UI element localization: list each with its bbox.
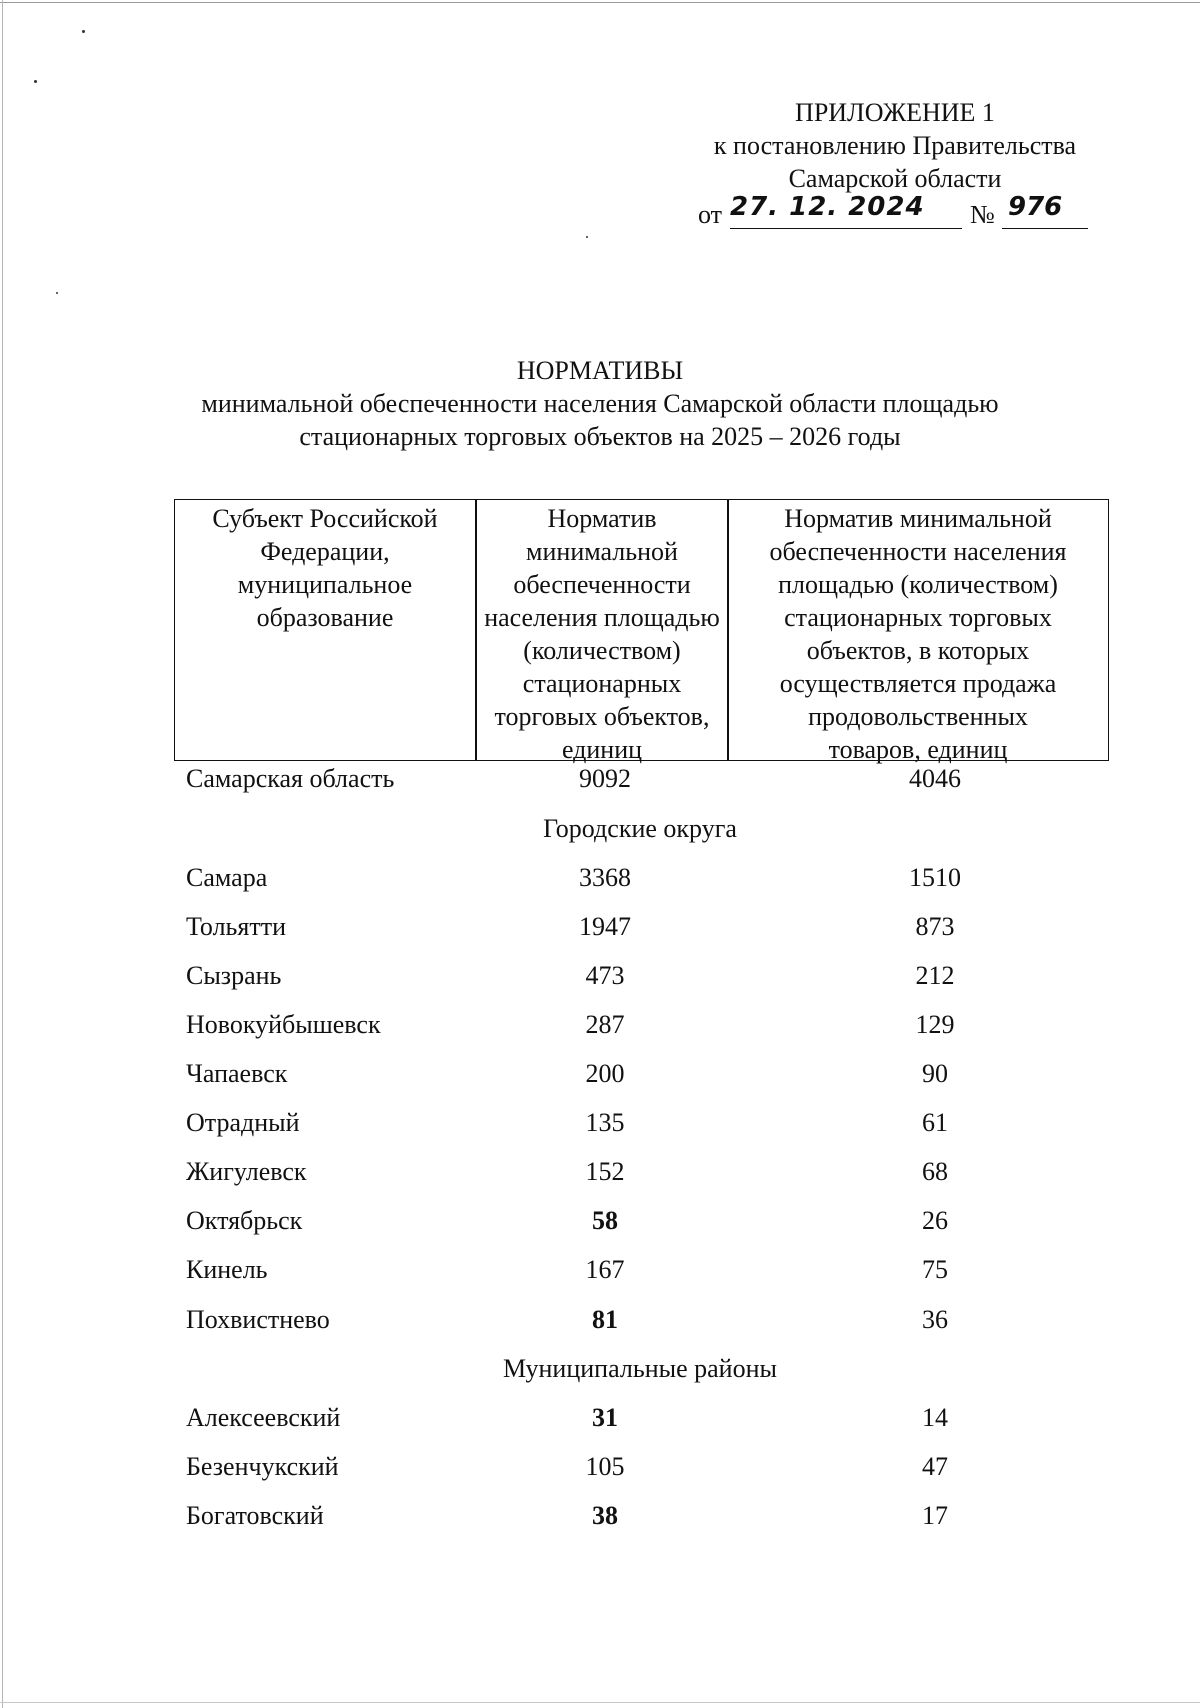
row-value-food-norm: 873 — [915, 912, 955, 941]
column-header-line: Субъект Российской — [212, 504, 438, 533]
row-value-food-norm: 1510 — [909, 863, 961, 892]
table-row — [0, 1452, 1200, 1492]
column-header-line: единиц — [561, 735, 643, 764]
decree-date-row — [698, 192, 1098, 234]
column-header-line: минимальной — [526, 537, 678, 566]
row-value-food-norm: 26 — [922, 1206, 948, 1235]
row-value-total-norm: 38 — [592, 1501, 618, 1530]
column-header-line: (количеством) — [523, 636, 681, 665]
row-name: Богатовский — [186, 1501, 324, 1530]
column-header-line: товаров, единиц — [828, 735, 1008, 764]
row-value-total-norm: 9092 — [579, 764, 631, 793]
row-value-food-norm: 75 — [922, 1255, 948, 1284]
row-name: Новокуйбышевск — [186, 1010, 381, 1039]
row-value-total-norm: 152 — [585, 1157, 625, 1186]
row-value-total-norm: 1947 — [579, 912, 631, 941]
scan-speck — [586, 236, 588, 238]
title-main: НОРМАТИВЫ — [516, 356, 684, 385]
row-value-food-norm: 61 — [922, 1108, 948, 1137]
row-value-food-norm: 47 — [922, 1452, 948, 1481]
column-header-line: объектов, в которых — [806, 636, 1030, 665]
section-heading-municipal-districts: Муниципальные районы — [503, 1354, 777, 1383]
row-value-total-norm: 81 — [592, 1305, 618, 1334]
table-row — [0, 1255, 1200, 1295]
column-header-line: стационарных торговых — [784, 603, 1052, 632]
title-line-1: минимальной обеспеченности населения Самарской области площадью — [201, 389, 999, 418]
column-header-line: торговых объектов, — [494, 702, 710, 731]
row-value-food-norm: 212 — [915, 961, 955, 990]
column-header-line: населения площадью — [484, 603, 720, 632]
column-header-line: Федерации, — [260, 537, 390, 566]
appendix-subtitle: к постановлению Правительства — [713, 131, 1077, 160]
appendix-region: Самарской области — [788, 164, 1002, 193]
column-header-line: муниципальное — [237, 570, 413, 599]
row-value-food-norm: 4046 — [909, 764, 961, 793]
table-header — [174, 499, 1109, 764]
decree-number-handwritten: 976 — [1008, 192, 1063, 222]
column-header-line: Норматив минимальной — [784, 504, 1052, 533]
scan-speck — [56, 292, 58, 294]
scan-edge-top — [0, 2, 1200, 3]
table-row — [0, 863, 1200, 903]
row-name: Самара — [186, 863, 268, 892]
document-title — [150, 354, 1050, 453]
scan-edge-bottom — [0, 1702, 1200, 1703]
column-header-line: осуществляется продажа — [779, 669, 1057, 698]
table-row — [0, 1403, 1200, 1443]
row-value-total-norm: 167 — [585, 1255, 625, 1284]
column-header-line: площадью (количеством) — [778, 570, 1058, 599]
table-row — [0, 1010, 1200, 1050]
table-row — [0, 1206, 1200, 1246]
column-header-line: стационарных — [522, 669, 682, 698]
table-row — [0, 1108, 1200, 1148]
row-name: Кинель — [186, 1255, 268, 1284]
row-name: Чапаевск — [186, 1059, 288, 1088]
table-row — [0, 1157, 1200, 1197]
date-underline — [730, 228, 962, 229]
column-header-total-norm — [477, 500, 727, 764]
table-row — [0, 912, 1200, 952]
table-row-total — [0, 764, 1200, 804]
row-value-food-norm: 129 — [915, 1010, 955, 1039]
column-header-subject — [175, 500, 475, 760]
column-header-line: обеспеченности населения — [769, 537, 1067, 566]
column-header-line: образование — [256, 603, 394, 632]
table-row — [0, 1305, 1200, 1345]
row-value-total-norm: 200 — [585, 1059, 625, 1088]
row-value-food-norm: 90 — [922, 1059, 948, 1088]
decree-date-handwritten: 27. 12. 2024 — [730, 192, 925, 222]
row-value-food-norm: 68 — [922, 1157, 948, 1186]
table-row — [0, 1059, 1200, 1099]
row-name: Сызрань — [186, 961, 282, 990]
row-value-food-norm: 36 — [922, 1305, 948, 1334]
row-value-food-norm: 14 — [922, 1403, 948, 1432]
number-sign: № — [970, 200, 995, 229]
row-value-total-norm: 473 — [585, 961, 625, 990]
row-value-total-norm: 105 — [585, 1452, 625, 1481]
title-line-2: стационарных торговых объектов на 2025 – 2026 годы — [299, 422, 901, 451]
row-name: Тольятти — [186, 912, 287, 941]
row-name: Безенчукский — [186, 1452, 339, 1481]
date-prefix: от — [698, 200, 723, 229]
row-name: Самарская область — [186, 764, 395, 793]
row-value-total-norm: 135 — [585, 1108, 625, 1137]
column-header-line: обеспеченности — [513, 570, 691, 599]
row-name: Октябрьск — [186, 1206, 303, 1235]
row-value-total-norm: 287 — [585, 1010, 625, 1039]
row-value-food-norm: 17 — [922, 1501, 948, 1530]
column-header-food-norm — [729, 500, 1107, 764]
row-name: Похвистнево — [186, 1305, 330, 1334]
appendix-header — [690, 96, 1100, 195]
column-header-line: продовольственных — [808, 702, 1028, 731]
number-underline — [1002, 228, 1088, 229]
scan-speck — [34, 80, 37, 83]
row-value-total-norm: 58 — [592, 1206, 618, 1235]
row-name: Алексеевский — [186, 1403, 341, 1432]
row-value-total-norm: 3368 — [579, 863, 631, 892]
appendix-title: ПРИЛОЖЕНИЕ 1 — [795, 98, 995, 127]
row-name: Жигулевск — [186, 1157, 307, 1186]
scan-speck — [82, 30, 85, 33]
section-heading-urban-districts: Городские округа — [543, 814, 737, 843]
row-value-total-norm: 31 — [592, 1403, 618, 1432]
column-header-line: Норматив — [547, 504, 657, 533]
table-row — [0, 1501, 1200, 1541]
table-row — [0, 961, 1200, 1001]
row-name: Отрадный — [186, 1108, 300, 1137]
